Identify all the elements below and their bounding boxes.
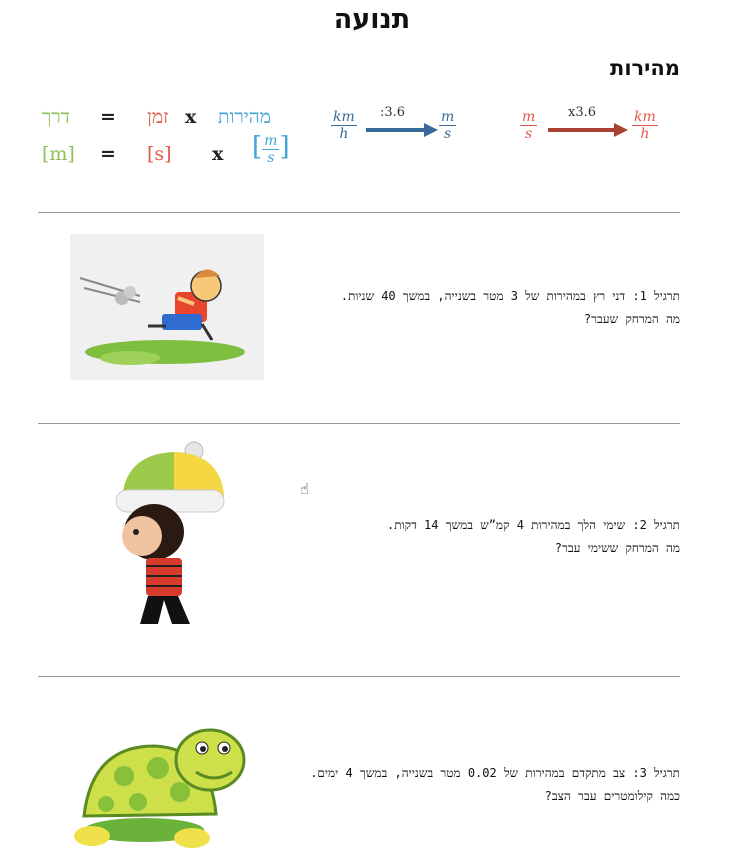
formula-time-unit: [s] (147, 143, 172, 165)
fraction-numerator: m (522, 109, 536, 125)
fraction-denominator: s (444, 126, 452, 143)
fraction-denominator: h (640, 126, 650, 143)
fraction-denominator: s (267, 150, 275, 167)
formula-equals-1: = (100, 106, 116, 128)
formula-speed-unit (252, 132, 290, 168)
exercise-2-line1: תרגיל 2: שימי הלך במהירות 4 קמ”ש במשך 14 דקות. (386, 518, 680, 532)
divider (38, 212, 680, 213)
conversion1-operator: :3.6 (380, 105, 406, 120)
divider (38, 423, 680, 424)
speed-unit-fraction (262, 133, 279, 166)
running-boy-illustration (70, 234, 264, 380)
walking-boy-illustration (110, 440, 230, 630)
formula-times-2: x (212, 143, 224, 165)
bracket-open: [ (252, 132, 263, 162)
arrow-right-icon (548, 123, 628, 137)
conversion1-from-fraction (331, 109, 357, 142)
conversion1-to-fraction (439, 109, 456, 142)
exercise-1-line2: מה המרחק שעבר? (583, 312, 680, 326)
fraction-denominator: h (339, 126, 349, 143)
fraction-numerator: km (333, 109, 355, 125)
hand-cursor-icon: ☝ (300, 480, 310, 498)
conversion2-operator: x3.6 (568, 105, 597, 120)
section-title: מהירות (609, 56, 680, 80)
exercise-1-line1: תרגיל 1: דני רץ במהירות של 3 מטר בשנייה, במשך 40 שניות. (340, 289, 680, 303)
bracket-close: ] (279, 132, 290, 162)
fraction-numerator: m (264, 133, 278, 149)
formula-times-1: x (185, 106, 197, 128)
fraction-numerator: km (634, 109, 656, 125)
exercise-2 (280, 514, 680, 560)
walking-boy-icon (110, 440, 230, 630)
exercise-1 (280, 285, 680, 331)
fraction-denominator: s (525, 126, 533, 143)
arrow-right-icon (366, 123, 438, 137)
running-boy-icon (70, 234, 264, 380)
formula-distance: דרך (42, 106, 70, 128)
formula-time: זמן (147, 106, 169, 128)
exercise-3 (260, 762, 680, 808)
formula-equals-2: = (100, 143, 116, 165)
conversion2-to-fraction (632, 109, 658, 142)
turtle-icon (62, 724, 252, 852)
turtle-illustration (62, 724, 252, 852)
exercise-3-line1: תרגיל 3: צב מתקדם במהירות של 0.02 מטר בשנייה, במשך 4 ימים. (310, 766, 680, 780)
page-title: תנועה (333, 4, 411, 35)
formula-speed: מהירות (218, 106, 271, 128)
formula-distance-unit: [m] (42, 143, 75, 165)
exercise-3-line2: כמה קילומטרים עבר הצב? (544, 789, 680, 803)
exercise-2-line2: מה המרחק ששימי עבר? (554, 541, 680, 555)
conversion2-from-fraction (520, 109, 537, 142)
fraction-numerator: m (441, 109, 455, 125)
divider (38, 676, 680, 677)
